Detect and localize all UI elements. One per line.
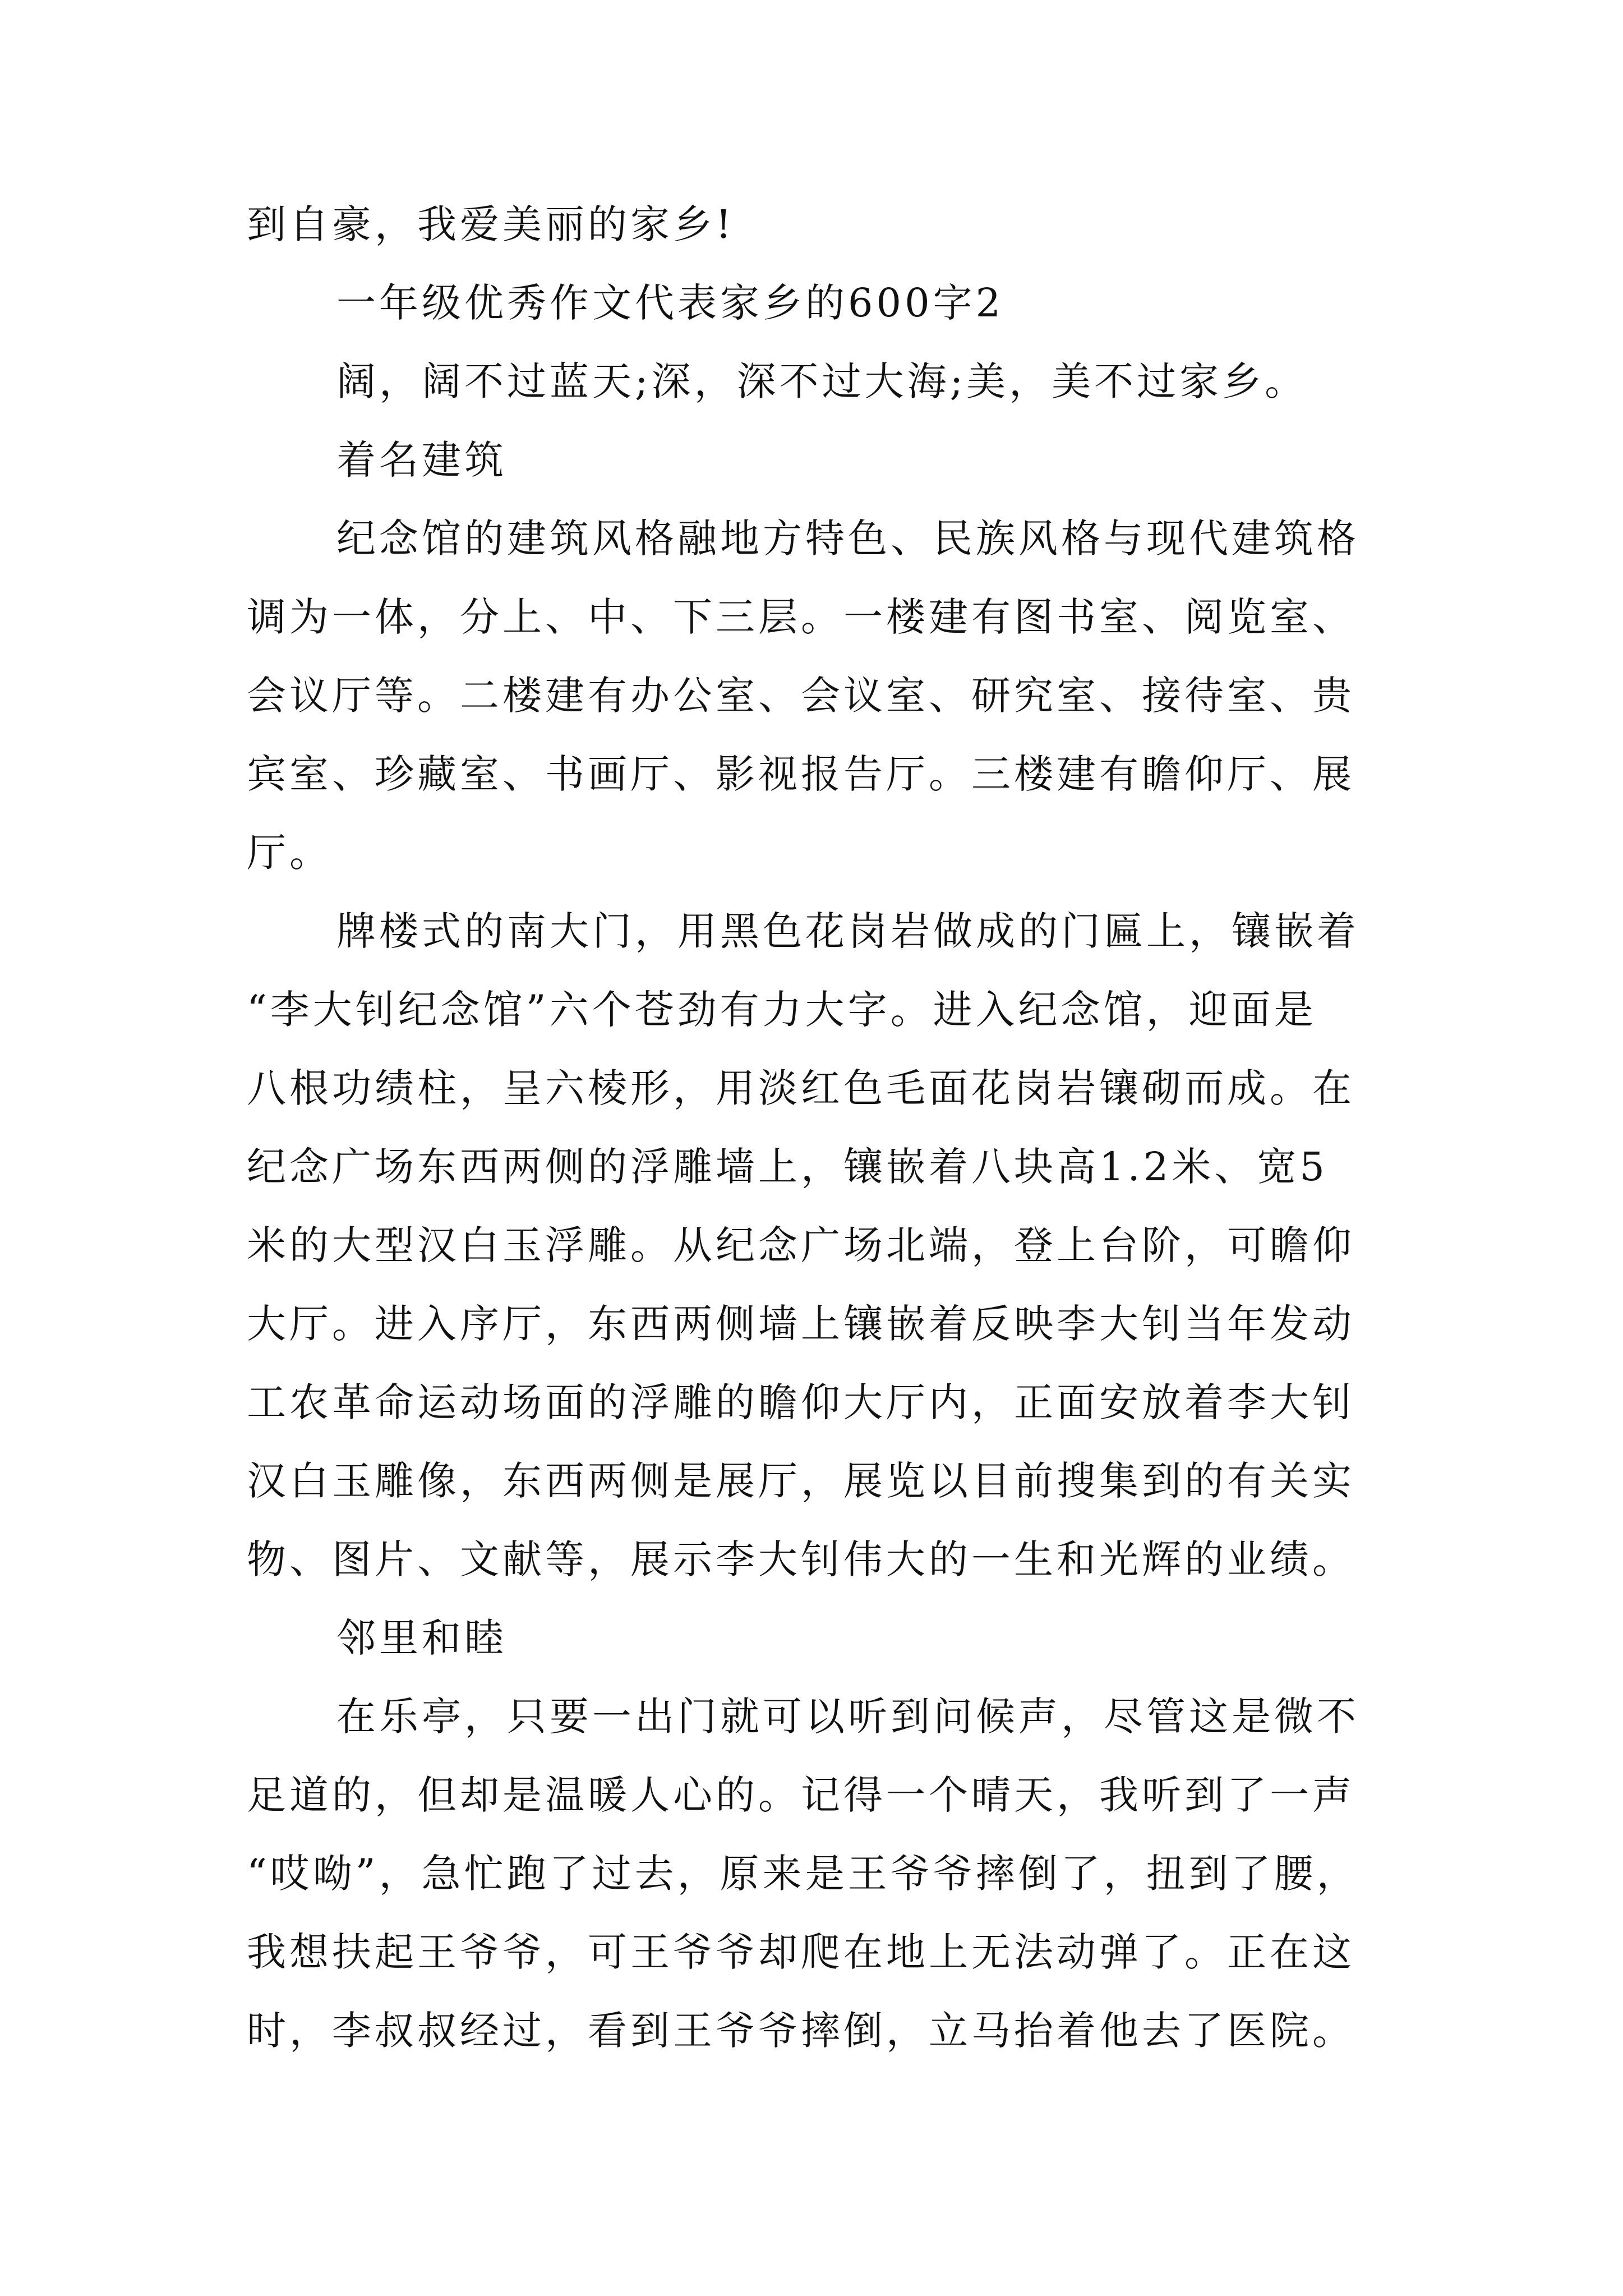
paragraph-line: 八根功绩柱，呈六棱形，用淡红色毛面花岗岩镶砌而成。在 bbox=[247, 1065, 1355, 1111]
paragraph-line: 在乐亭，只要一出门就可以听到问候声，尽管这是微不 bbox=[336, 1694, 1359, 1740]
paragraph-line: 米的大型汉白玉浮雕。从纪念广场北端，登上台阶，可瞻仰 bbox=[247, 1222, 1355, 1268]
paragraph-line: 我想扶起王爷爷，可王爷爷却爬在地上无法动弹了。正在这 bbox=[247, 1929, 1355, 1975]
document-body bbox=[247, 185, 1391, 2070]
paragraph-line: 调为一体，分上、中、下三层。一楼建有图书室、阅览室、 bbox=[247, 594, 1355, 640]
paragraph-line: 厅。 bbox=[247, 830, 332, 876]
paragraph-line: 大厅。进入序厅，东西两侧墙上镶嵌着反映李大钊当年发动 bbox=[247, 1301, 1355, 1347]
paragraph-line: 汉白玉雕像，东西两侧是展厅，展览以目前搜集到的有关实 bbox=[247, 1458, 1355, 1504]
paragraph-line: 会议厅等。二楼建有办公室、会议室、研究室、接待室、贵 bbox=[247, 673, 1355, 719]
section-heading: 着名建筑 bbox=[336, 437, 507, 483]
paragraph-line: 阔，阔不过蓝天;深，深不过大海;美，美不过家乡。 bbox=[336, 358, 1308, 404]
paragraph-line: 工农革命运动场面的浮雕的瞻仰大厅内，正面安放着李大钊 bbox=[247, 1379, 1355, 1425]
paragraph-line: 物、图片、文献等，展示李大钊伟大的一生和光辉的业绩。 bbox=[247, 1536, 1355, 1582]
paragraph-line: 到自豪，我爱美丽的家乡! bbox=[247, 201, 735, 247]
section-heading: 邻里和睦 bbox=[336, 1615, 507, 1661]
paragraph-line: 纪念广场东西两侧的浮雕墙上，镶嵌着八块高1.2米、宽5 bbox=[247, 1144, 1328, 1190]
paragraph-line: 时，李叔叔经过，看到王爷爷摔倒，立马抬着他去了医院。 bbox=[247, 2008, 1355, 2054]
essay-title: 一年级优秀作文代表家乡的600字2 bbox=[336, 280, 1004, 326]
paragraph-line: “李大钊纪念馆”六个苍劲有力大字。进入纪念馆，迎面是 bbox=[247, 987, 1317, 1033]
paragraph-line: 牌楼式的南大门，用黑色花岗岩做成的门匾上，镶嵌着 bbox=[336, 908, 1359, 954]
paragraph-line: 纪念馆的建筑风格融地方特色、民族风格与现代建筑格 bbox=[336, 516, 1359, 562]
paragraph-line: “哎呦”，急忙跑了过去，原来是王爷爷摔倒了，扭到了腰， bbox=[247, 1851, 1359, 1897]
paragraph-line: 足道的，但却是温暖人心的。记得一个晴天，我听到了一声 bbox=[247, 1772, 1355, 1818]
paragraph-line: 宾室、珍藏室、书画厅、影视报告厅。三楼建有瞻仰厅、展 bbox=[247, 751, 1355, 797]
